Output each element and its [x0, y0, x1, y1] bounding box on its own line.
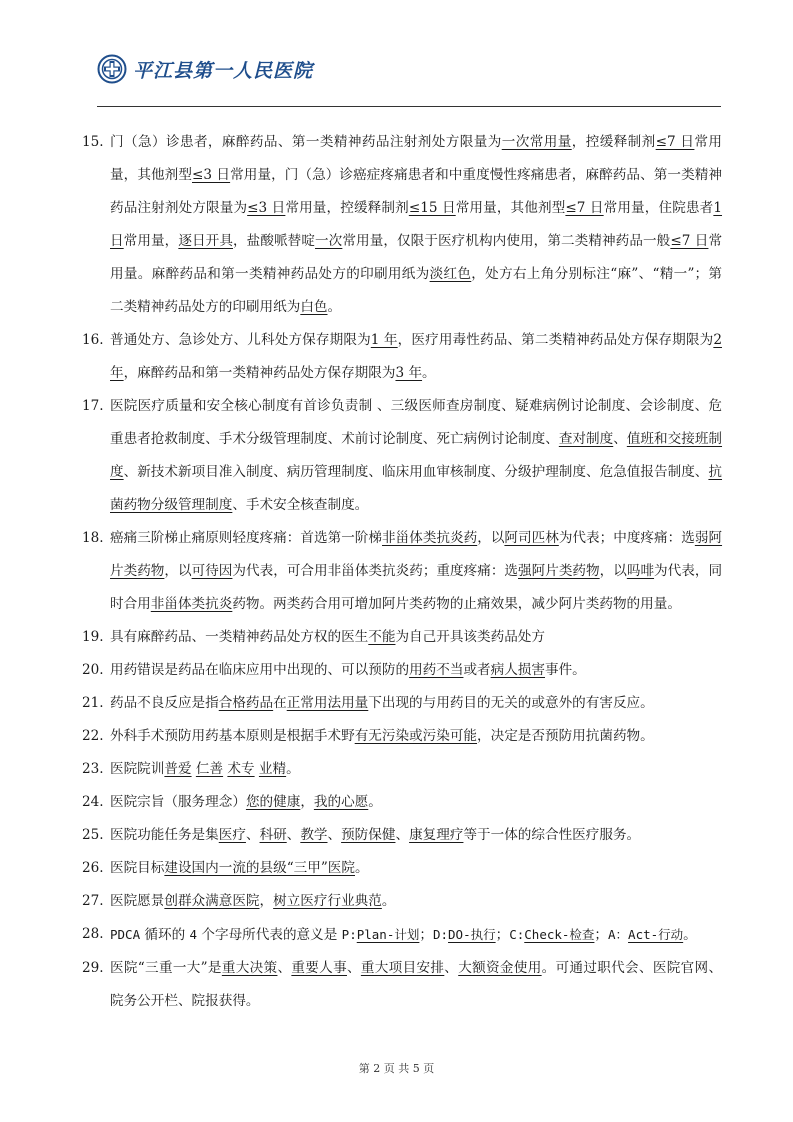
text-segment: 、: [346, 960, 361, 976]
text-segment: 、: [286, 827, 301, 843]
answer-blank: 合格药品: [218, 695, 274, 711]
text-segment: ，以: [477, 530, 505, 546]
answer-blank: 病人损害: [490, 662, 545, 678]
text-segment: ，麻醉药品和第一类精神药品处方保存期限为: [123, 365, 396, 381]
text-segment: 。: [422, 365, 436, 381]
text-segment: 。: [368, 794, 382, 810]
answer-blank: 重大项目安排: [360, 960, 445, 976]
item-number: 29.: [82, 960, 104, 976]
text-segment: 、手术安全核查制度。: [232, 497, 369, 513]
item-number: 26.: [82, 860, 104, 876]
text-segment: 外科手术预防用药基本原则是根据手术野: [110, 728, 355, 744]
text-segment: 医院功能任务是集: [110, 827, 219, 843]
item-text: [110, 753, 722, 786]
item-text: [110, 852, 722, 885]
answer-blank: 您的健康: [245, 794, 301, 810]
item-text: [110, 885, 722, 918]
text-segment: ，决定是否预防用抗菌药物。: [477, 728, 654, 744]
answer-blank: 康复理疗: [409, 827, 464, 843]
hospital-name: 平江县第一人民医院: [133, 59, 314, 82]
text-segment: 为代表，同时合用: [110, 563, 723, 612]
text-segment: 医院“三重一大”是: [110, 960, 222, 976]
answer-blank: 一次: [315, 233, 343, 249]
text-segment: 。: [327, 299, 342, 315]
list-item: [82, 753, 722, 786]
answer-blank: 术专: [227, 761, 255, 777]
item-text: [110, 324, 722, 390]
answer-blank: 非甾体类抗炎药: [382, 530, 478, 546]
answer-blank: 教学: [300, 827, 328, 843]
item-number: 28.: [82, 926, 104, 942]
text-segment: 。: [381, 893, 396, 909]
text-segment: 个字母所代表的意义是: [197, 927, 342, 943]
text-segment: 医院院训: [110, 761, 165, 777]
answer-blank: 业精: [258, 761, 287, 777]
text-segment: 常用量，门（急）诊癌症疼痛患者和中重度慢性疼痛患者，麻醉药品、第一类精神药品注射剂处方限量为: [110, 167, 722, 216]
text-segment: 医院宗旨（服务理念）: [110, 794, 246, 810]
answer-blank: 大额资金使用: [458, 960, 542, 976]
answer-blank: 1 日: [110, 200, 723, 249]
answer-blank: 仁善: [195, 761, 224, 777]
text-segment: 事件。: [545, 662, 586, 678]
text-segment: 、: [245, 827, 260, 843]
answer-blank: 阿司匹林: [504, 530, 559, 546]
answer-blank: 吗啡: [626, 563, 655, 579]
item-number: 23.: [82, 761, 104, 777]
answer-blank: 强阿片类药物: [518, 563, 600, 579]
text-segment: 常用量。麻醉药品和第一类精神药品处方的印刷用纸为: [110, 233, 723, 282]
text-segment: 门（急）诊患者，麻醉药品、第一类精神药品注射剂处方限量为: [110, 134, 502, 150]
text-segment: ，以: [599, 563, 627, 579]
text-segment: 下出现的与用药目的无关的或意外的有害反应。: [368, 695, 654, 711]
item-number: 16.: [82, 332, 104, 348]
text-segment: ，处方右上角分别标注“麻”、“精一”；第二类精神药品处方的印刷用纸为: [110, 266, 722, 315]
answer-blank: 3 年: [395, 365, 423, 381]
text-segment: ，盐酸哌替啶: [233, 233, 316, 249]
text-segment: 医院目标: [110, 860, 165, 876]
item-text: [110, 952, 722, 1018]
text-segment: 常用量，控缓释制剂: [285, 200, 409, 216]
list-item: [82, 324, 722, 390]
page-footer: 第 2 页 共 5 页: [358, 1062, 435, 1075]
text-segment: 常用量，其他剂型: [110, 134, 723, 183]
text-segment: 为自己开具该类药品处方: [395, 629, 545, 645]
answer-blank: 科研: [259, 827, 287, 843]
text-segment: 4: [189, 927, 198, 942]
text-segment: 。: [355, 860, 369, 876]
text-segment: 常用量，其他剂型: [455, 200, 566, 216]
item-number: 22.: [82, 728, 104, 744]
hospital-logo-icon: [97, 54, 127, 84]
text-segment: 常用量，住院患者: [603, 200, 714, 216]
text-segment: 、: [327, 827, 342, 843]
answer-blank: 逐日开具: [178, 233, 234, 249]
item-text: [110, 819, 722, 852]
text-segment: ，: [259, 893, 274, 909]
text-segment: 为代表；中度疼痛：选: [558, 530, 695, 546]
text-segment: 具有麻醉药品、一类精神药品处方权的医生: [110, 629, 369, 645]
answer-blank: DO-执行: [448, 927, 496, 942]
answer-blank: 值班和交接班制度: [110, 431, 723, 480]
item-number: 19.: [82, 629, 104, 645]
answer-blank: 普爱: [164, 761, 192, 777]
item-text: [110, 621, 722, 654]
item-text: [110, 687, 722, 720]
text-segment: A：: [608, 927, 629, 942]
header-divider: [97, 106, 721, 107]
text-segment: ；: [419, 927, 433, 943]
answer-blank: ≤15 日: [408, 200, 456, 216]
list-item: [82, 786, 722, 819]
text-segment: 药物。两类药合用可增加阿片类药物的止痛效果，减少阿片类药物的用量。: [232, 596, 681, 612]
text-segment: 常用量，: [123, 233, 179, 249]
item-text: [110, 918, 722, 952]
text-segment: 、: [444, 960, 459, 976]
text-segment: ；: [594, 927, 609, 943]
text-segment: 循环的: [140, 927, 190, 943]
text-segment: 癌痛三阶梯止痛原则轻度疼痛：首选第一阶梯: [110, 530, 383, 546]
text-segment: ，控缓释制剂: [571, 134, 656, 150]
list-item: [82, 819, 722, 852]
answer-blank: 创群众满意医院: [164, 893, 260, 909]
item-text: [110, 522, 722, 621]
text-segment: ，以: [164, 563, 192, 579]
text-segment: 等于一体的综合性医疗服务。: [463, 827, 641, 843]
answer-blank: 一次常用量: [501, 134, 572, 150]
text-segment: 医院医疗质量和安全核心制度有首诊负责制 、三级医师查房制度、疑难病例讨论制度、会诊制度、危重患者抢救制度、手术分级管理制度、术前讨论制度、死亡病例讨论制度、: [110, 398, 722, 447]
text-segment: 用药错误是药品在临床应用中出现的、可以预防的: [110, 662, 410, 678]
answer-blank: 医疗: [218, 827, 246, 843]
list-item: [82, 522, 722, 621]
answer-blank: 1 年: [370, 332, 398, 348]
text-segment: 药品不良反应是指: [110, 695, 219, 711]
list-item: [82, 952, 722, 1018]
list-item: [82, 885, 722, 918]
answer-blank: 弱阿片类药物: [110, 530, 723, 579]
text-segment: 普通处方、急诊处方、儿科处方保存期限为: [110, 332, 371, 348]
list-item: [82, 126, 722, 324]
answer-blank: 白色: [300, 299, 328, 315]
answer-blank: 抗菌药物分级管理制度: [110, 464, 723, 513]
item-text: [110, 126, 722, 324]
text-segment: 在: [273, 695, 287, 711]
item-text: [110, 654, 722, 687]
list-item: [82, 852, 722, 885]
text-segment: C:: [509, 927, 525, 942]
text-segment: 、: [613, 431, 627, 447]
text-segment: 、: [395, 827, 410, 843]
item-text: [110, 390, 722, 522]
item-number: 25.: [82, 827, 104, 843]
text-segment: PDCA: [110, 927, 141, 942]
text-segment: 。可通过职代会、医院官网、院务公开栏、院报获得。: [110, 960, 723, 1009]
item-number: 27.: [82, 893, 104, 909]
item-number: 15.: [82, 134, 104, 150]
list-item: [82, 654, 722, 687]
numbered-list: [82, 126, 722, 1018]
answer-blank: 重大决策: [221, 960, 278, 976]
answer-blank: 我的心愿: [313, 794, 369, 810]
item-number: 20.: [82, 662, 104, 678]
text-segment: 。: [683, 927, 697, 943]
text-segment: P:: [341, 927, 357, 942]
answer-blank: 淡红色: [429, 266, 472, 282]
list-item: [82, 918, 722, 952]
item-number: 21.: [82, 695, 104, 711]
text-segment: D:: [432, 927, 449, 942]
document-header: [97, 52, 313, 86]
answer-blank: 查对制度: [558, 431, 614, 447]
answer-blank: ≤7 日: [655, 134, 695, 150]
text-segment: 。: [286, 761, 300, 777]
text-segment: 或者: [463, 662, 491, 678]
text-segment: ，医疗用毒性药品、第二类精神药品处方保存期限为: [397, 332, 714, 348]
item-text: [110, 720, 722, 753]
answer-blank: 重要人事: [291, 960, 347, 976]
answer-blank: ≤7 日: [565, 200, 604, 216]
answer-blank: 不能: [368, 629, 396, 645]
answer-blank: 用药不当: [409, 662, 464, 678]
answer-blank: ≤3 日: [192, 167, 231, 183]
answer-blank: ≤3 日: [247, 200, 286, 216]
answer-blank: 非甾体类抗炎: [150, 596, 233, 612]
list-item: [82, 390, 722, 522]
answer-blank: Act-行动: [628, 927, 684, 942]
list-item: [82, 621, 722, 654]
text-segment: ；: [495, 927, 510, 943]
item-number: 18.: [82, 530, 104, 546]
answer-blank: 2 年: [110, 332, 722, 381]
answer-blank: 预防保健: [341, 827, 396, 843]
answer-blank: ≤7 日: [670, 233, 709, 249]
item-number: 24.: [82, 794, 104, 810]
text-segment: 、新技术新项目准入制度、病历管理制度、临床用血审核制度、分级护理制度、危急值报告制度、: [123, 464, 709, 480]
answer-blank: 有无污染或污染可能: [354, 728, 478, 744]
text-segment: 为代表，可合用非甾体类抗炎药；重度疼痛：选: [232, 563, 519, 579]
text-segment: 医院愿景: [110, 893, 165, 909]
answer-blank: 可待因: [191, 563, 233, 579]
item-number: 17.: [82, 398, 104, 414]
text-segment: ，: [300, 794, 314, 810]
list-item: [82, 720, 722, 753]
text-segment: 、: [277, 960, 292, 976]
answer-blank: Plan-计划: [356, 927, 420, 942]
list-item: [82, 687, 722, 720]
answer-blank: 正常用法用量: [286, 695, 369, 711]
text-segment: 常用量，仅限于医疗机构内使用，第二类精神药品一般: [342, 233, 671, 249]
item-text: [110, 786, 722, 819]
answer-blank: Check-检查: [524, 927, 595, 942]
answer-blank: 建设国内一流的县级“三甲”医院: [164, 860, 355, 876]
answer-blank: 树立医疗行业典范: [273, 893, 382, 909]
